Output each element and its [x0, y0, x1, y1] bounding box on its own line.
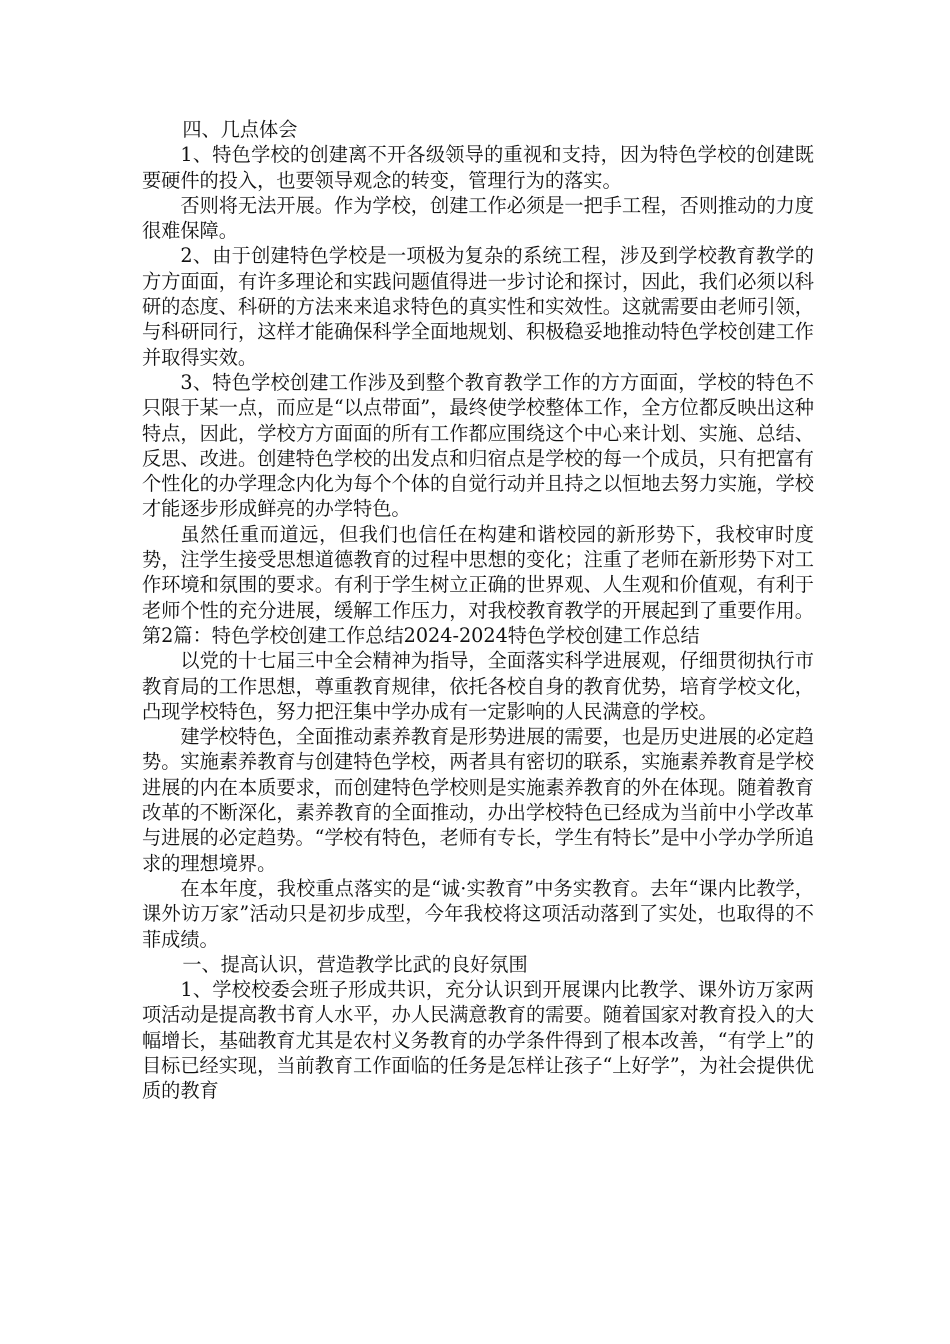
document-page [142, 117, 814, 1104]
section-heading-insights: 四、几点体会 [182, 118, 298, 141]
paragraph-8: 在本年度，我校重点落实的是“诚·实教育”中务实教育。去年“课内比教学，课外访万家”活动只是初步成型，今年我校将这项活动落到了实处，也取得的不菲成绩。 [142, 876, 814, 951]
paragraph-3: 2、由于创建特色学校是一项极为复杂的系统工程，涉及到学校教育教学的方方面面，有许多理论和实践问题值得进一步讨论和探讨，因此，我们必须以科研的态度、科研的方法来来追求特色的真实性和实效性。这就需要由老师引领，与科研同行，这样才能确保科学全面地规划、积极稳妥地推动特色学校创建工作并取得实效。 [142, 244, 814, 369]
paragraph-1: 1、特色学校的创建离不开各级领导的重视和支持，因为特色学校的创建既要硬件的投入，也要领导观念的转变，管理行为的落实。 [142, 143, 814, 192]
paragraph-10: 1、学校校委会班子形成共识，充分认识到开展课内比教学、课外访万家两项活动是提高教书育人水平，办人民满意教育的需要。随着国家对教育投入的大幅增长，基础教育尤其是农村义务教育的办学条件得到了根本改善，“有学上”的目标已经实现，当前教育工作面临的任务是怎样让孩子“上好学”，为社会提供优质的教育 [142, 978, 814, 1103]
paragraph-5: 虽然任重而道远，但我们也信任在构建和谐校园的新形势下，我校审时度势，注学生接受思想道德教育的过程中思想的变化；注重了老师在新形势下对工作环境和氛围的要求。有利于学生树立正确的世界观、人生观和价值观，有利于老师个性的充分进展，缓解工作压力，对我校教育教学的开展起到了重要作用。第2篇：特色学校创建工作总结2024-2024特色学校创建工作总结 [142, 522, 814, 647]
section-heading-awareness: 一、提高认识，营造教学比武的良好氛围 [182, 952, 528, 976]
paragraph-4: 3、特色学校创建工作涉及到整个教育教学工作的方方面面，学校的特色不只限于某一点，而应是“以点带面”，最终使学校整体工作，全方位都反映出这种特点，因此，学校方方面面的所有工作都应围绕这个中心来计划、实施、总结、反思、改进。创建特色学校的出发点和归宿点是学校的每一个成员，只有把富有个性化的办学理念内化为每个个体的自觉行动并且持之以恒地去努力实施，学校才能逐步形成鲜亮的办学特色。 [142, 370, 814, 521]
paragraph-2: 否则将无法开展。作为学校，创建工作必须是一把手工程，否则推动的力度很难保障。 [142, 193, 814, 243]
paragraph-7: 建学校特色，全面推动素养教育是形势进展的需要，也是历史进展的必定趋势。实施素养教育与创建特色学校，两者具有密切的联系，实施素养教育是学校进展的内在本质要求，而创建特色学校则是实施素养教育的外在体现。随着教育改革的不断深化，素养教育的全面推动，办出学校特色已经成为当前中小学改革与进展的必定趋势。“学校有特色，老师有专长，学生有特长”是中小学办学所追求的理想境界。 [142, 725, 814, 875]
paragraph-6: 以党的十七届三中全会精神为指导，全面落实科学进展观，仔细贯彻执行市教育局的工作思想，尊重教育规律，依托各校自身的教育优势，培育学校文化，凸现学校特色，努力把汪集中学办成有一定影响的人民满意的学校。 [142, 649, 814, 723]
